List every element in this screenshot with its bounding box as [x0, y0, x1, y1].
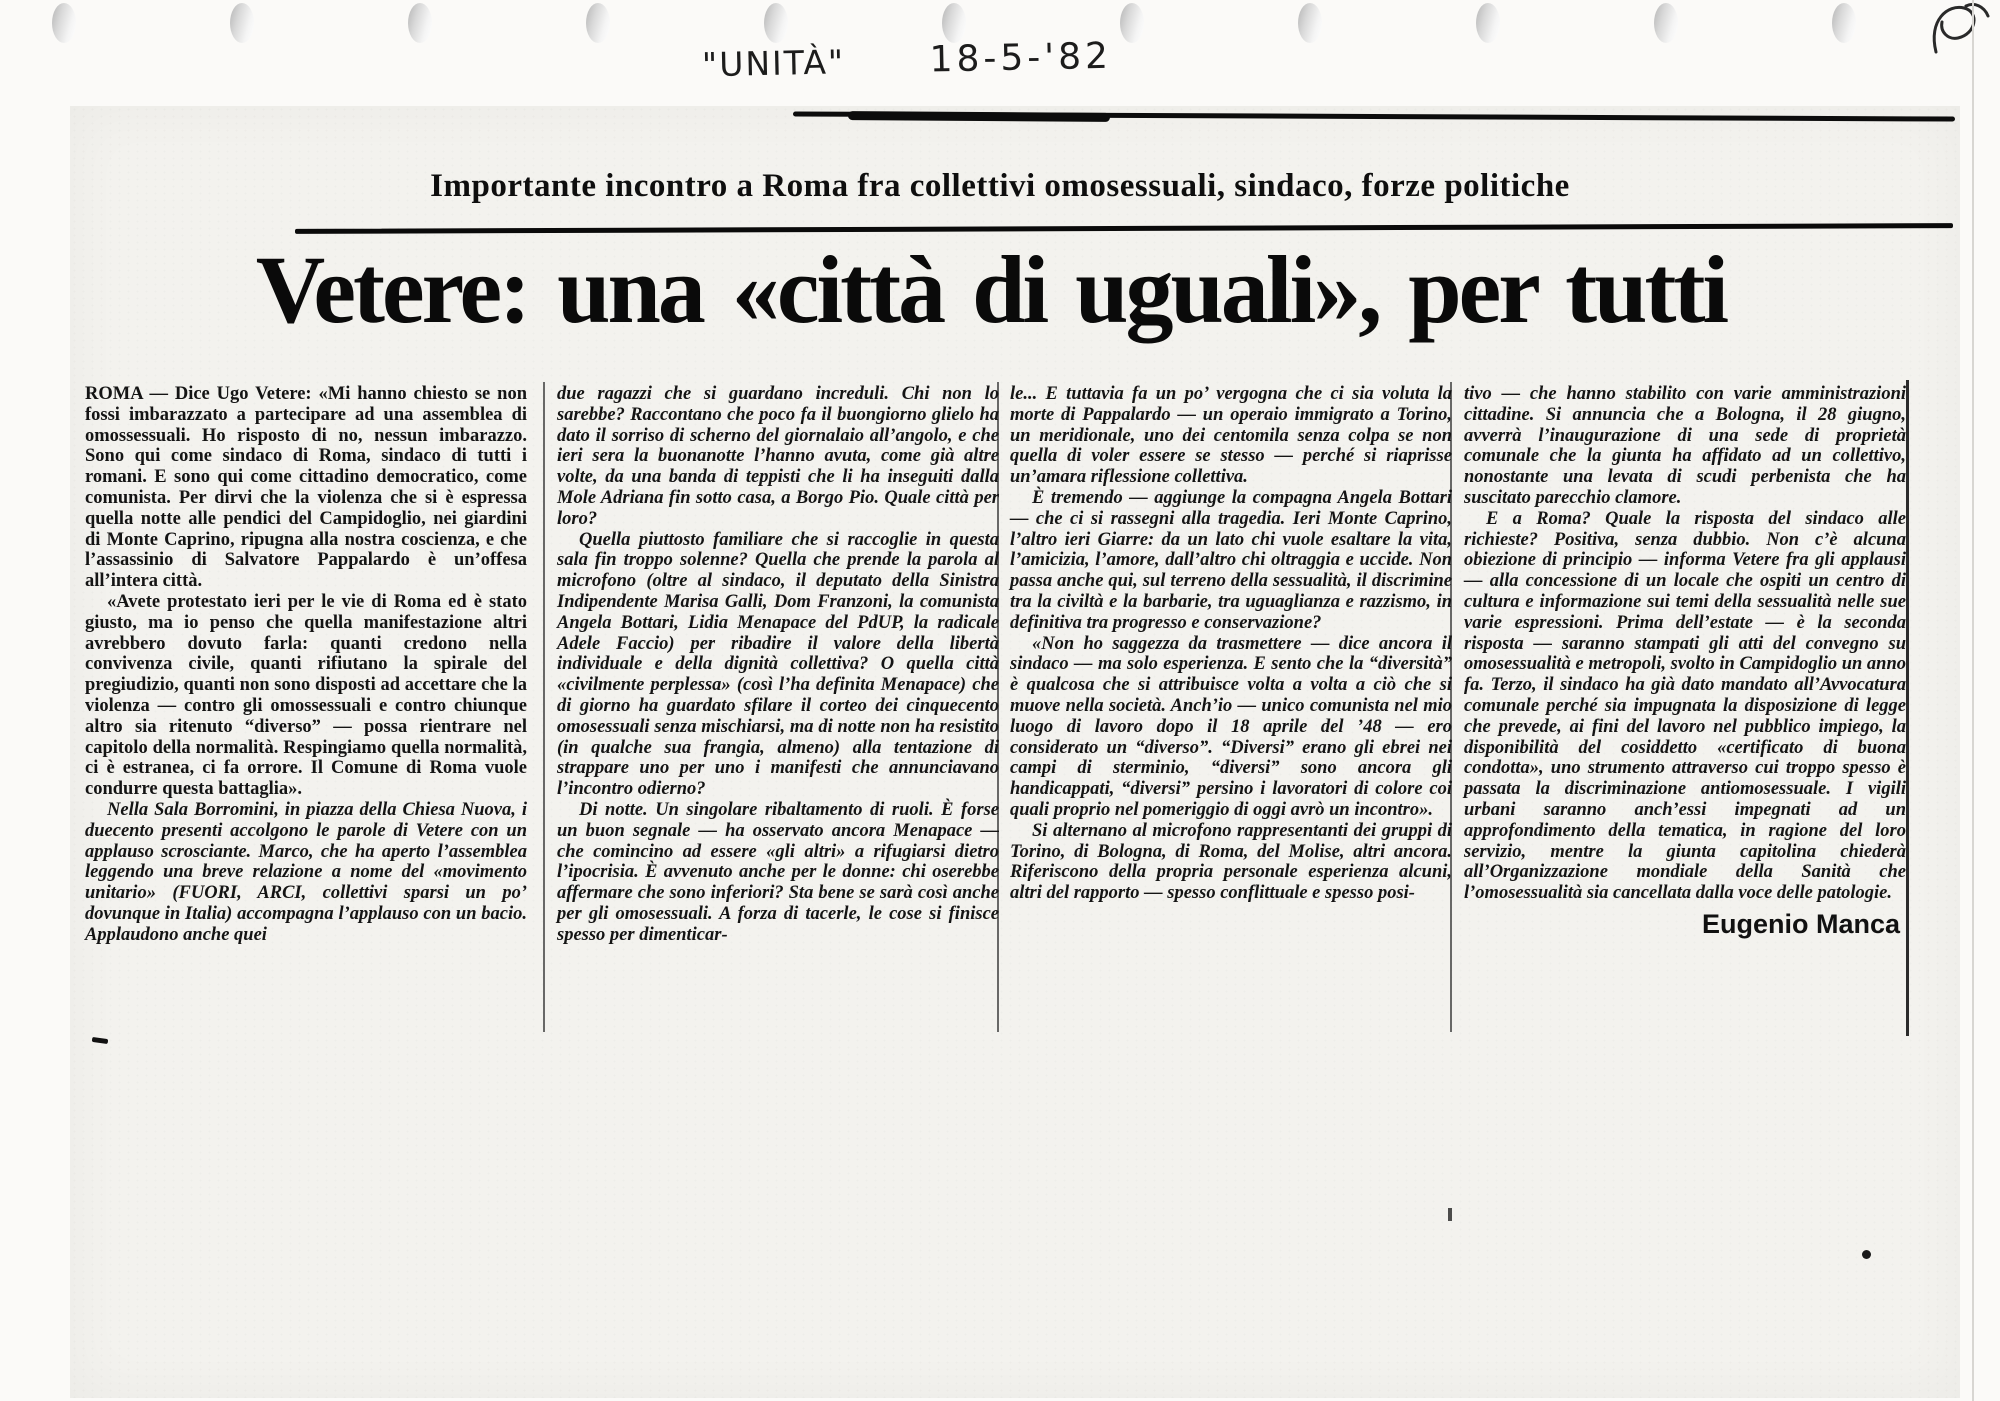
article-column-3 — [1010, 384, 1452, 904]
article-paragraph: Nella Sala Borromini, in piazza della Chiesa Nuova, i duecento presenti accolgono le parole di Vetere con un applauso scrosciante. Marco, che ha aperto l’assemblea leggendo una breve relazione a nome del «movimento unitario» (FUORI, ARCI, collettivi sparsi un po’ dovunque in Italia) accompagna l’applauso con un bacio. Applaudono anche quei — [85, 799, 527, 945]
column-divider-rule — [543, 382, 545, 1032]
scan-speck — [1448, 1208, 1452, 1221]
punch-hole — [1476, 3, 1500, 43]
article-column-2 — [557, 384, 999, 946]
article-column-4 — [1464, 384, 1907, 939]
punch-hole — [52, 3, 76, 43]
article-paragraph: «Avete protestato ieri per le vie di Roma ed è stato giusto, ma io penso che quella manifestazione altri avrebbero dovuto farla: quanti credono nella convivenza civile, quanti rifiutano la spirale del pregiudizio, quanti non sono disposti ad accettare che la violenza — contro gli omossessuali e contro chiunque altro sia ritenuto “diverso” — possa rientrare nel capitolo della normalità. Respingiamo quella normalità, ci è estranea, ci fa orrore. Il Comune di Roma vuole condurre questa battaglia». — [85, 591, 527, 800]
article-paragraph: ROMA — Dice Ugo Vetere: «Mi hanno chiesto se non fossi imbarazzato a partecipare ad una assemblea di omossessuali. Ho risposto di no, nessun imbarazzo. Sono qui come sindaco di Roma, sindaco di tutti i romani. E sono qui come cittadino democratico, come comunista. Per dirvi che la violenza che si è espressa quella notte alle pendici del Campidoglio, nei giardini di Monte Caprino, ripugna alla nostra coscienza, e che l’assassinio di Salvatore Pappalardo è un’offesa all’intera città. — [85, 384, 527, 592]
punch-hole — [586, 3, 610, 43]
punch-hole — [230, 3, 254, 43]
handwritten-source: "UNITÀ" — [701, 42, 846, 85]
scan-edge-line — [1972, 0, 1974, 1401]
article-paragraph: E a Roma? Quale la risposta del sindaco alle richieste? Positiva, senza dubbio. Non c’è alcuna obiezione di principio — informa Vetere fra gli applausi — alla concessione di un locale che ospiti un centro di cultura e informazione sui temi della sessualità nelle sue varie espressioni. Prima dell’estate — è la seconda risposta — saranno stampati gli atti del convegno su omosessualità e metropoli, svolto in Campidoglio un anno fa. Terzo, il sindaco ha già dato mandato all’Avvocatura comunale perché sia impugnata la disposizione di legge che prevede, ai fini del lavoro nel pubblico impiego, la disponibilità del cosiddetto «certificato di buona condotta», uno strumento attraverso cui troppo spesso è passata la discriminazione antiomosessuale. I vigili urbani saranno anch’essi impegnati ad un approfondimento della tematica, in ragione del loro servizio, mentre la giunta capitolina chiederà all’Organizzazione mondiale della Sanità che l’omosessualità sia cancellata dalla voce delle patologie. — [1464, 508, 1907, 904]
article-paragraph: Quella piuttosto familiare che si raccoglie in questa sala fin troppo solenne? Quella che prende la parola al microfono (oltre al sindaco, il deputato della Sinistra Indipendente Marisa Galli, Dom Franzoni, la comunista Angela Bottari, Lidia Menapace del PdUP, la radicale Adele Faccio) per ribadire il valore della libertà individuale e della dignità collettiva? O quella città «civilmente perplessa» (così l’ha definita Menapace) che di giorno ha guardato sfilare il corteo dei cinquecento omosessuali senza mischiarsi, ma di notte non ha resistito (in qualche sua frangia, almeno) alla tentazione di strappare uno per uno i manifesti che annunciavano l’incontro odierno? — [557, 529, 999, 800]
scan-speck — [1862, 1250, 1871, 1259]
punch-hole — [1832, 3, 1856, 43]
right-edge-rule — [1906, 380, 1909, 1036]
article-paragraph: due ragazzi che si guardano increduli. Chi non lo sarebbe? Raccontano che poco fa il buongiorno glielo ha dato il sorriso di scherno del giornalaio all’angolo, e che ieri sera la buonanotte l’hanno avuta, come già altre volte, da una banda di teppisti che li ha inseguiti dalla Mole Adriana fin sotto casa, a Borgo Pio. Quale città per loro? — [557, 384, 999, 529]
article-paragraph: Di notte. Un singolare ribaltamento di ruoli. È forse un buon segnale — ha osservato ancora Menapace — che comincino ad essere «gli altri» a rifugiarsi dietro l’ipocrisia. È avvenuto anche per le donne: chi oserebbe affermare che sono inferiori? Sta bene se sarà così anche per gli omosessuali. A forza di tacerle, le cose si finisce spesso per dimenticar- — [557, 799, 999, 945]
handwritten-annotation — [702, 36, 1113, 86]
punch-hole — [408, 3, 432, 43]
article-paragraph: È tremendo — aggiunge la compagna Angela Bottari — che ci si rassegni alla tragedia. Ieri Monte Caprino, l’altro ieri Giarre: da un lato chi vuole esaltare la vita, l’amicizia, l’amore, dall’altro chi oltraggia e uccide. Non passa anche qui, sul terreno della sessualità, il discrimine tra la civiltà e la barbarie, tra uguaglianza e razzismo, in definitiva tra progresso e conservazione? — [1010, 487, 1452, 633]
punch-hole — [1120, 3, 1144, 43]
punch-hole — [942, 3, 966, 43]
punch-hole — [1298, 3, 1322, 43]
kicker: Importante incontro a Roma fra collettivi omosessuali, sindaco, forze politiche — [430, 168, 1570, 204]
punch-hole — [764, 3, 788, 43]
byline: Eugenio Manca — [1701, 908, 1900, 939]
article-paragraph: le... E tuttavia fa un po’ vergogna che ci sia voluta la morte di Pappalardo — un operaio immigrato a Torino, un meridionale, uno dei centomila senza colpa se non quella di voler essere se stesso — perché si riaprisse un’amara riflessione collettiva. — [1010, 384, 1452, 488]
pen-mark — [1922, 0, 1998, 62]
handwritten-date: 18-5-'82 — [929, 35, 1113, 81]
article-paragraph: Si alternano al microfono rappresentanti dei gruppi di Torino, di Bologna, di Roma, del Molise, altri ancora. Riferiscono della propria personale esperienza alcuni, altri del rapporto — spesso conflittuale e spesso posi- — [1010, 820, 1452, 904]
headline: Vetere: una «città di uguali», per tutti — [255, 236, 1727, 343]
article-column-1 — [85, 384, 527, 946]
article-paragraph: «Non ho saggezza da trasmettere — dice ancora il sindaco — ma solo esperienza. E sento che la “diversità” è qualcosa che si attribuisce volta a volta a ciò che si muove nella società. Anch’io — unico comunista nel mio luogo di lavoro dopo il 18 aprile del ’48 — ero considerato un “diverso”. “Diversi” erano gli ebrei nei campi di sterminio, “diversi” sono ancora gli handicappati, “diversi” persino i lavoratori di colore coi quali proprio nel pomeriggio di oggi avrò un incontro». — [1010, 633, 1452, 820]
punch-hole — [1654, 3, 1678, 43]
article-paragraph: tivo — che hanno stabilito con varie amministrazioni cittadine. Si annuncia che a Bologna, il 28 giugno, avverrà l’inaugurazione di una sede di proprietà comunale che la giunta ha affidato ad un collettivo, nonostante una levata di scudi perbenista che ha suscitato parecchio clamore. — [1464, 384, 1906, 508]
clipping-top-edge-streak-blob — [848, 111, 1110, 122]
